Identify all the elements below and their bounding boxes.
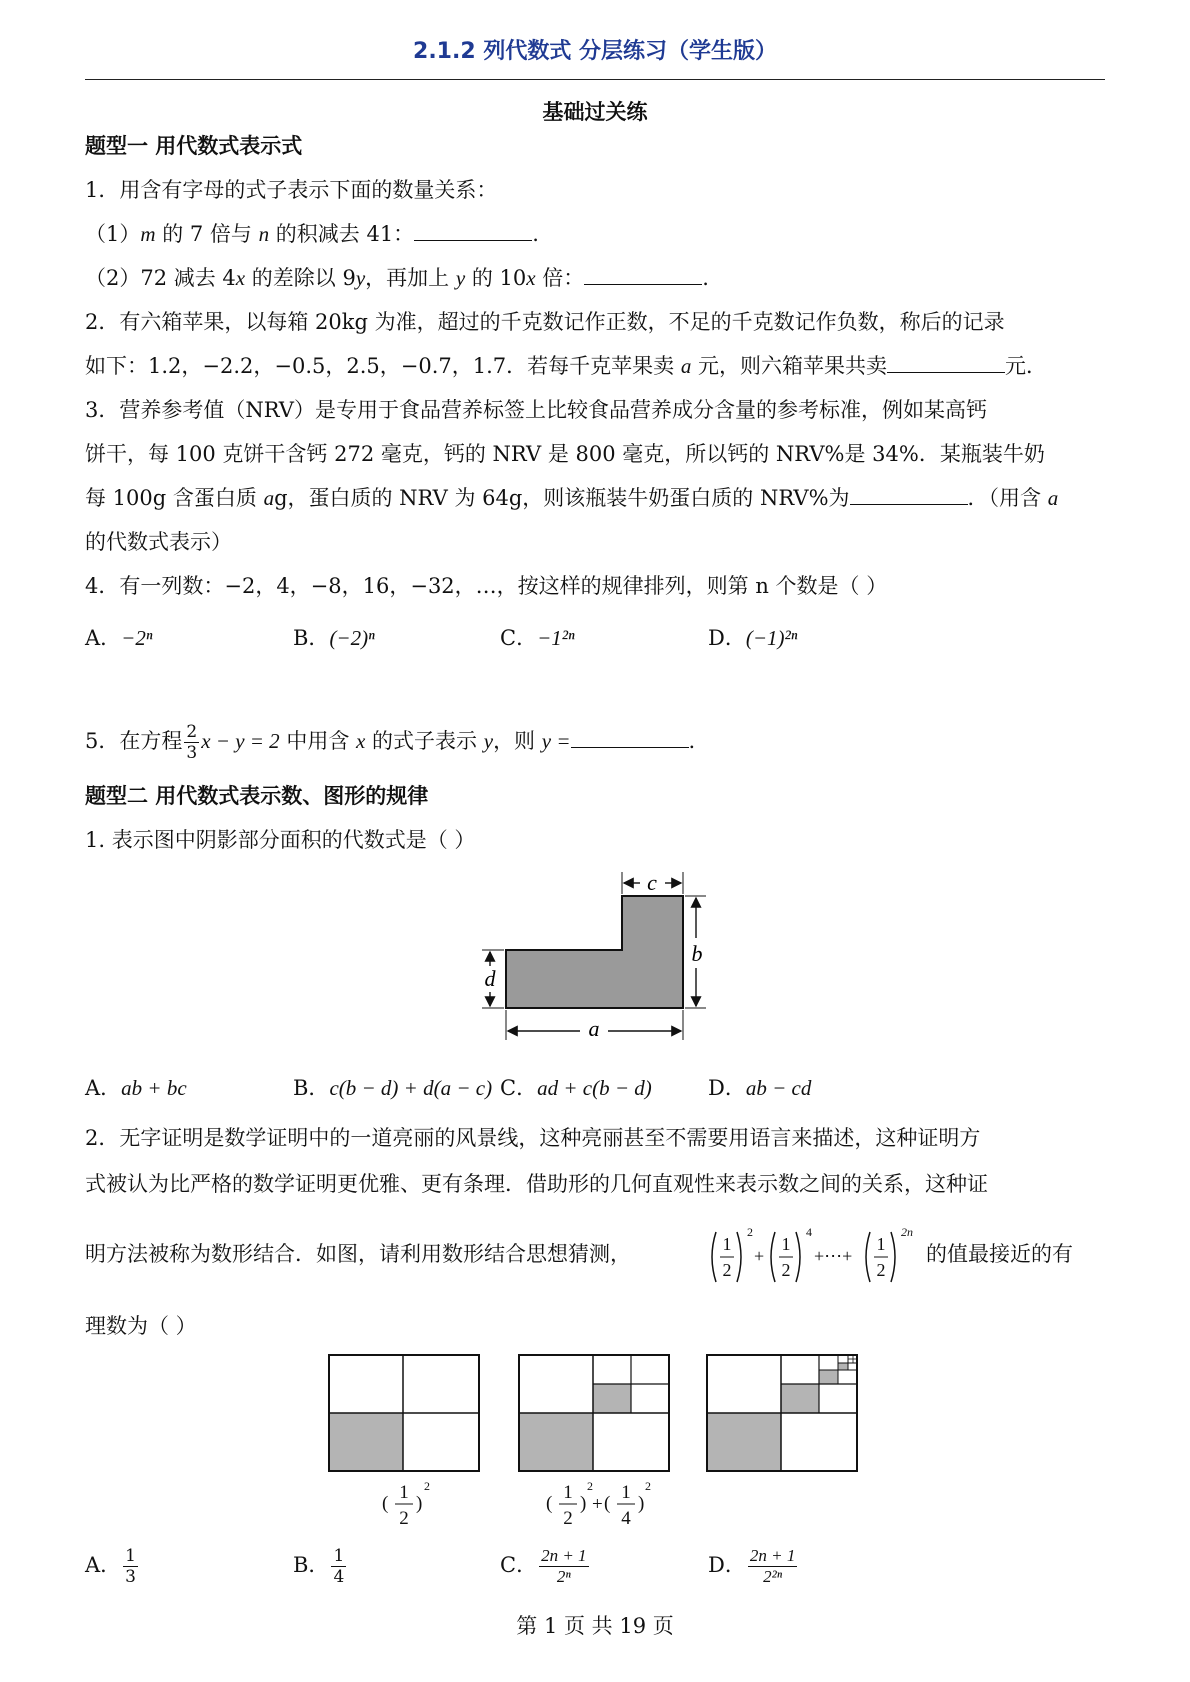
q5-blank[interactable] [571, 727, 689, 748]
t2q1-option-d[interactable] [708, 1072, 811, 1102]
t2q2-line2: 式被认为比严格的数学证明更优雅、更有条理．借助形的几何直观性来表示数之间的关系，这种证 [85, 1172, 988, 1196]
q4-option-b[interactable] [293, 622, 375, 652]
c-label: c [647, 870, 657, 895]
q2-line1: 2．有六箱苹果，以每箱 20kg 为准，超过的千克数记作正数，不足的千克数记作负数，称后的记录 [85, 310, 1005, 334]
t2q1-b-value: c(b − d) + d(a − c) [329, 1076, 493, 1100]
cap1-den: 2 [399, 1508, 409, 1529]
t2q1-c-label: C． [500, 1076, 538, 1100]
caption-figure-2 [544, 1476, 654, 1532]
q1-part1-e: 的积减去 41： [269, 222, 415, 246]
q4-option-c[interactable] [500, 622, 575, 652]
t2q2-line3b: 的值最接近的有 [926, 1242, 1073, 1266]
section-heading: 基础过关练 [542, 100, 648, 124]
q1-part1-c: 的 7 倍与 [155, 222, 259, 246]
q1-part2-a: （2）72 减去 4 [85, 266, 236, 290]
b-label: b [691, 941, 703, 966]
q1-part1-a: （1） [85, 222, 141, 246]
q3-line3-b: a [263, 486, 275, 510]
q5-f: y [483, 729, 494, 753]
q5-e: 的式子表示 [365, 729, 484, 753]
t2q2-b-label: B． [293, 1553, 330, 1577]
t2q1-c-value: ad + c(b − d) [537, 1076, 652, 1100]
t2q2-d-den: 2²ⁿ [763, 1567, 783, 1586]
q4-d-label: D． [708, 626, 746, 650]
t2q2-a-num: 1 [125, 1546, 136, 1566]
expr-dots: +⋯+ [814, 1246, 853, 1266]
q5-d: x [356, 729, 366, 753]
q1-part2-b: x [235, 266, 246, 290]
expr-num-3: 1 [876, 1234, 886, 1254]
q3-line3-a: 每 100g 含蛋白质 [85, 486, 264, 510]
cap2-exp2: 2 [645, 1479, 651, 1493]
t2q1-option-c[interactable] [500, 1072, 652, 1102]
t2q1-d-value: ab − cd [745, 1076, 812, 1100]
q3-line3-e: a [1047, 486, 1059, 510]
t2q2-line4: 理数为（ ） [85, 1314, 197, 1338]
t2q2-line1: 2．无字证明是数学证明中的一道亮丽的风景线，这种亮丽甚至不需要用语言来描述，这种证明方 [85, 1126, 981, 1150]
q1-part2-i: 倍： [535, 266, 585, 290]
t2q2-c-label: C． [500, 1553, 538, 1577]
q2-line2-b: a [680, 354, 692, 378]
cap2-num1: 1 [563, 1482, 573, 1503]
t2q2-d-frac [748, 1546, 797, 1587]
expr-den-3: 2 [876, 1260, 886, 1280]
t2q1-option-a[interactable] [85, 1072, 187, 1102]
q3-line4: 的代数式表示） [85, 530, 232, 554]
l-shape-figure [470, 868, 720, 1048]
t2q2-a-den: 3 [125, 1567, 136, 1587]
caption-figure-1 [380, 1476, 440, 1532]
q5-h: y = [541, 729, 571, 753]
t2q2-b-num: 1 [333, 1546, 345, 1566]
q1-part2-h: x [526, 266, 536, 290]
q2-line2-a: 如下：1.2，−2.2，−0.5，2.5，−0.7，1.7．若每千克苹果卖 [85, 354, 681, 378]
cap1-exp: 2 [424, 1479, 430, 1493]
q3-blank[interactable] [850, 484, 968, 505]
q2-line2 [85, 352, 1047, 380]
q1-part2-j: . [702, 266, 709, 290]
a-label: a [588, 1016, 600, 1041]
expr-den-1: 2 [722, 1260, 732, 1280]
q1-stem: 1．用含有字母的式子表示下面的数量关系： [85, 178, 498, 202]
q5-num: 2 [186, 722, 198, 742]
q4-c-label: C． [500, 626, 538, 650]
q4-b-value: (−2)ⁿ [329, 626, 375, 650]
q4-d-value: (−1)²ⁿ [745, 626, 798, 650]
q5-fraction [184, 722, 199, 763]
t2q2-b-frac [331, 1546, 346, 1587]
t2q2-d-label: D． [708, 1553, 746, 1577]
series-expression [706, 1224, 920, 1290]
q4-c-value: −1²ⁿ [537, 626, 575, 650]
q4-option-a[interactable] [85, 622, 152, 652]
cap2-den2: 4 [621, 1508, 631, 1529]
q3-line1: 3．营养参考值（NRV）是专用于食品营养标签上比较食品营养成分含量的参考标准，例如某高钙 [85, 398, 987, 422]
svg-text:): ) [638, 1493, 645, 1514]
q1-part2 [85, 264, 709, 292]
square-figure-1 [328, 1354, 480, 1472]
q5-line [85, 722, 695, 763]
svg-text:(: ( [546, 1493, 553, 1514]
expr-num-1: 1 [722, 1234, 732, 1254]
t2q1-b-label: B． [293, 1076, 330, 1100]
q4-option-d[interactable] [708, 622, 797, 652]
cap1-num: 1 [399, 1482, 409, 1503]
t2q2-option-a[interactable] [85, 1546, 140, 1587]
q3-line3-c: g，蛋白质的 NRV 为 64g，则该瓶装牛奶蛋白质的 NRV%为 [274, 486, 850, 510]
cap2-den1: 2 [563, 1508, 573, 1529]
cap2-plus: + [592, 1494, 603, 1515]
t2q2-option-b[interactable] [293, 1546, 348, 1587]
t2q2-c-num: 2n + 1 [541, 1546, 587, 1565]
q1-part2-e: ，再加上 [365, 266, 456, 290]
svg-text:(: ( [382, 1493, 389, 1514]
q4-stem: 4．有一列数：−2，4，−8，16，−32，…，按这样的规律排列，则第 n 个数是（ ） [85, 574, 888, 598]
q4-b-label: B． [293, 626, 330, 650]
q1-part2-f: y [455, 266, 466, 290]
type2-title: 题型二 用代数式表示数、图形的规律 [85, 784, 429, 808]
q1-part1-d: n [258, 222, 270, 246]
t2q1-a-value: ab + bc [121, 1076, 187, 1100]
q2-blank[interactable] [887, 352, 1005, 373]
t2q2-option-c[interactable] [500, 1546, 591, 1587]
q1-part1 [85, 220, 539, 248]
expr-plus: + [754, 1246, 765, 1266]
svg-text:): ) [416, 1493, 423, 1514]
t2q2-c-frac [539, 1546, 588, 1587]
q3-line3 [85, 484, 1058, 512]
q1-part2-blank[interactable] [584, 264, 702, 285]
q5-b: x − y = 2 [201, 729, 280, 753]
t2q1-d-label: D． [708, 1076, 746, 1100]
q1-part1-blank[interactable] [414, 220, 532, 241]
t2q1-stem: 1. 表示图中阴影部分面积的代数式是（ ） [85, 828, 476, 852]
expr-exp-3: 2n [901, 1225, 913, 1239]
shaded-l-shape [506, 896, 683, 1008]
square-figure-2 [518, 1354, 670, 1472]
q1-part1-b: m [140, 222, 156, 246]
cap2-exp1: 2 [587, 1479, 593, 1493]
header-rule [85, 79, 1105, 80]
q4-a-value: −2ⁿ [121, 626, 153, 650]
q5-g: ，则 [493, 729, 542, 753]
t2q2-a-label: A． [85, 1553, 122, 1577]
cap2-num2: 1 [621, 1482, 631, 1503]
expr-exp-2: 4 [806, 1225, 812, 1239]
square-figure-3 [706, 1354, 858, 1472]
q2-line2-d: 元． [1005, 354, 1048, 378]
q5-c: 中用含 [279, 729, 357, 753]
expr-exp-1: 2 [747, 1225, 753, 1239]
t2q1-option-b[interactable] [293, 1072, 492, 1102]
q5-i: . [688, 729, 696, 753]
q2-line2-c: 元，则六箱苹果共卖 [691, 354, 888, 378]
t2q2-c-den: 2ⁿ [556, 1567, 571, 1586]
q3-line3-d: ．（用含 [967, 486, 1048, 510]
t2q2-a-frac [123, 1546, 138, 1587]
document-title: 2.1.2 列代数式 分层练习（学生版） [413, 39, 777, 64]
expr-den-2: 2 [781, 1260, 791, 1280]
t2q2-line3a: 明方法被称为数形结合．如图，请利用数形结合思想猜测， [85, 1242, 631, 1266]
q5-den: 3 [186, 743, 198, 763]
t2q2-b-den: 4 [333, 1567, 345, 1587]
q3-line2: 饼干，每 100 克饼干含钙 272 毫克，钙的 NRV 是 800 毫克，所以钙的 NRV%是 34%．某瓶装牛奶 [85, 442, 1045, 466]
q1-part1-f: . [532, 222, 539, 246]
q1-part2-g: 的 10 [465, 266, 527, 290]
q4-a-label: A． [85, 626, 122, 650]
d-label: d [484, 966, 496, 991]
svg-text:(: ( [604, 1493, 611, 1514]
q1-part2-c: 的差除以 9 [245, 266, 356, 290]
q1-part2-d: y [355, 266, 366, 290]
expr-num-2: 1 [781, 1234, 791, 1254]
q5-a: 5．在方程 [85, 729, 183, 753]
svg-text:): ) [580, 1493, 587, 1514]
t2q2-option-d[interactable] [708, 1546, 799, 1587]
t2q2-d-num: 2n + 1 [749, 1546, 796, 1565]
type1-title: 题型一 用代数式表示式 [85, 134, 303, 158]
t2q1-a-label: A． [85, 1076, 122, 1100]
page-footer: 第 1 页 共 19 页 [516, 1614, 674, 1638]
